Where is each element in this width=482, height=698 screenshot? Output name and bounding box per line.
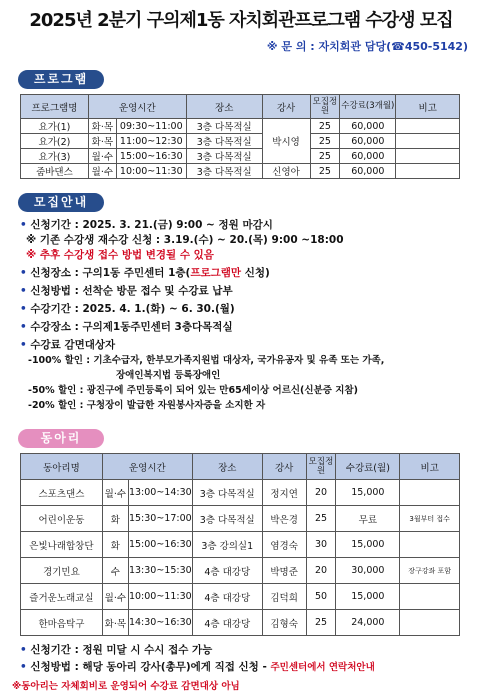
table-row bbox=[21, 149, 460, 164]
program-days: 월·수 bbox=[88, 149, 116, 164]
header-name: 프로그램명 bbox=[21, 95, 89, 119]
program-fee: 60,000 bbox=[340, 149, 396, 164]
bullet-icon: • bbox=[20, 321, 31, 333]
program-table-header bbox=[21, 95, 460, 119]
header-club-capacity: 모집정원 bbox=[306, 454, 336, 480]
program-days: 화·목 bbox=[88, 134, 116, 149]
table-row bbox=[21, 119, 460, 134]
program-time: 09:30~11:00 bbox=[116, 119, 186, 134]
program-name: 요가(2) bbox=[21, 134, 89, 149]
guide-text bbox=[20, 218, 470, 413]
bullet-icon: • bbox=[20, 339, 31, 351]
guide-place-suffix: 신청) bbox=[241, 267, 270, 279]
club-fee: 30,000 bbox=[336, 558, 400, 584]
bullet-icon: • bbox=[20, 303, 31, 315]
club-time: 10:00~11:30 bbox=[128, 584, 192, 610]
club-time: 13:30~15:30 bbox=[128, 558, 192, 584]
club-name: 경기민요 bbox=[21, 558, 103, 584]
club-teacher: 염경숙 bbox=[262, 532, 306, 558]
header-teacher: 강사 bbox=[262, 95, 310, 119]
header-club-place: 장소 bbox=[192, 454, 262, 480]
section-label-guide: 모집안내 bbox=[18, 193, 104, 212]
header-place: 장소 bbox=[186, 95, 262, 119]
program-capacity: 25 bbox=[310, 119, 340, 134]
club-footer-note: ※동아리는 자체회비로 운영되어 수강료 감면대상 아님 bbox=[12, 681, 240, 692]
club-place: 4층 대강당 bbox=[192, 558, 262, 584]
guide-notice: ※ 추후 수강생 접수 방법 변경될 수 있음 bbox=[26, 249, 214, 261]
club-name: 한마음탁구 bbox=[21, 610, 103, 636]
club-teacher: 김형숙 bbox=[262, 610, 306, 636]
program-place: 3층 다목적실 bbox=[186, 119, 262, 134]
club-period: 신청기간 : 정원 미달 시 수시 접수 가능 bbox=[30, 644, 213, 656]
bullet-icon: • bbox=[20, 267, 31, 279]
program-place: 3층 다목적실 bbox=[186, 134, 262, 149]
guide-period: 신청기간 : 2025. 3. 21.(금) 9:00 ~ 정원 마감시 bbox=[30, 219, 273, 231]
header-club-name: 동아리명 bbox=[21, 454, 103, 480]
club-name: 즐거운노래교실 bbox=[21, 584, 103, 610]
club-place: 4층 대강당 bbox=[192, 584, 262, 610]
club-note bbox=[400, 610, 460, 636]
guide-discount-title: 수강료 감면대상자 bbox=[30, 339, 116, 351]
club-place: 3층 다목적실 bbox=[192, 480, 262, 506]
discount-20: -20% 할인 : 구청장이 발급한 자원봉사자증을 소지한 자 bbox=[28, 400, 266, 411]
club-time: 15:00~16:30 bbox=[128, 532, 192, 558]
club-days: 화 bbox=[102, 506, 128, 532]
program-note bbox=[396, 119, 460, 134]
club-capacity: 25 bbox=[306, 506, 336, 532]
club-method-line bbox=[20, 660, 480, 675]
section-label-club: 동아리 bbox=[18, 429, 104, 448]
guide-method: 신청방법 : 선착순 방문 접수 및 수강료 납부 bbox=[30, 285, 233, 297]
program-time: 15:00~16:30 bbox=[116, 149, 186, 164]
guide-period-line bbox=[20, 218, 470, 233]
guide-venue-line bbox=[20, 320, 470, 335]
bullet-icon: • bbox=[20, 285, 31, 297]
club-time: 15:30~17:00 bbox=[128, 506, 192, 532]
club-note bbox=[400, 532, 460, 558]
guide-place-highlight: 프로그램만 bbox=[190, 267, 242, 279]
guide-term-line bbox=[20, 302, 470, 317]
table-row bbox=[21, 532, 460, 558]
program-place: 3층 다목적실 bbox=[186, 149, 262, 164]
club-method-prefix: 신청방법 : 해당 동아리 강사(총무)에게 직접 신청 - bbox=[30, 661, 271, 673]
header-note: 비고 bbox=[396, 95, 460, 119]
header-time: 운영시간 bbox=[88, 95, 186, 119]
guide-term: 수강기간 : 2025. 4. 1.(화) ~ 6. 30.(월) bbox=[30, 303, 235, 315]
club-place: 4층 대강당 bbox=[192, 610, 262, 636]
bullet-icon: • bbox=[20, 219, 31, 231]
club-teacher: 박은경 bbox=[262, 506, 306, 532]
guide-place-prefix: 신청장소 : 구의1동 주민센터 1층( bbox=[30, 267, 191, 279]
program-name: 줌바댄스 bbox=[21, 164, 89, 179]
club-teacher: 박명준 bbox=[262, 558, 306, 584]
header-capacity: 모집정원 bbox=[310, 95, 340, 119]
club-name: 어린이운동 bbox=[21, 506, 103, 532]
program-note bbox=[396, 149, 460, 164]
club-fee: 24,000 bbox=[336, 610, 400, 636]
header-club-time: 운영시간 bbox=[102, 454, 192, 480]
program-place: 3층 다목적실 bbox=[186, 164, 262, 179]
club-place: 3층 강의실1 bbox=[192, 532, 262, 558]
club-fee: 15,000 bbox=[336, 480, 400, 506]
club-time: 14:30~16:30 bbox=[128, 610, 192, 636]
guide-venue: 수강장소 : 구의제1동주민센터 3층다목적실 bbox=[30, 321, 233, 333]
club-place: 3층 다목적실 bbox=[192, 506, 262, 532]
table-row bbox=[21, 480, 460, 506]
club-period-line bbox=[20, 643, 480, 658]
table-row bbox=[21, 134, 460, 149]
guide-renewal: ※ 기존 수강생 재수강 신청 : 3.19.(수) ~ 20.(목) 9:00 ~18:00 bbox=[26, 234, 344, 246]
club-note bbox=[400, 480, 460, 506]
program-capacity: 25 bbox=[310, 164, 340, 179]
club-table-header bbox=[21, 454, 460, 480]
guide-place-line bbox=[20, 266, 470, 281]
header-club-note: 비고 bbox=[400, 454, 460, 480]
club-days: 월·수 bbox=[102, 584, 128, 610]
guide-method-line bbox=[20, 284, 470, 299]
club-time: 13:00~14:30 bbox=[128, 480, 192, 506]
club-days: 화 bbox=[102, 532, 128, 558]
club-teacher: 김덕희 bbox=[262, 584, 306, 610]
club-days: 수 bbox=[102, 558, 128, 584]
discount-50: -50% 할인 : 광진구에 주민등록이 되어 있는 만65세이상 어르신(신분증 지참) bbox=[28, 385, 358, 396]
discount-100b: 장애인복지법 등록장애인 bbox=[116, 370, 221, 381]
program-time: 10:00~11:30 bbox=[116, 164, 186, 179]
header-club-fee: 수강료(월) bbox=[336, 454, 400, 480]
table-row bbox=[21, 506, 460, 532]
program-note bbox=[396, 164, 460, 179]
program-fee: 60,000 bbox=[340, 134, 396, 149]
club-table bbox=[20, 453, 460, 636]
club-note: 장구강좌 포함 bbox=[400, 558, 460, 584]
program-name: 요가(3) bbox=[21, 149, 89, 164]
program-capacity: 25 bbox=[310, 149, 340, 164]
header-fee: 수강료(3개월) bbox=[340, 95, 396, 119]
discount-100a: -100% 할인 : 기초수급자, 한부모가족지원법 대상자, 국가유공자 및 유족 또는 가족, bbox=[28, 355, 385, 366]
program-note bbox=[396, 134, 460, 149]
club-teacher: 정지연 bbox=[262, 480, 306, 506]
club-fee: 15,000 bbox=[336, 584, 400, 610]
club-fee: 무료 bbox=[336, 506, 400, 532]
program-days: 화·목 bbox=[88, 119, 116, 134]
table-row bbox=[21, 584, 460, 610]
club-fee: 15,000 bbox=[336, 532, 400, 558]
club-name: 스포츠댄스 bbox=[21, 480, 103, 506]
contact-info: ※ 문 의 : 자치회관 담당(☎450-5142) bbox=[266, 40, 468, 53]
program-teacher: 신영아 bbox=[262, 164, 310, 179]
program-time: 11:00~12:30 bbox=[116, 134, 186, 149]
club-capacity: 25 bbox=[306, 610, 336, 636]
program-teacher: 박시영 bbox=[262, 119, 310, 164]
club-days: 월·수 bbox=[102, 480, 128, 506]
club-note bbox=[400, 584, 460, 610]
bullet-icon: • bbox=[20, 644, 31, 656]
guide-discount-line bbox=[20, 338, 470, 353]
club-note: 3월부터 접수 bbox=[400, 506, 460, 532]
club-guide-text bbox=[20, 643, 480, 675]
page-title: 2025년 2분기 구의제1동 자치회관프로그램 수강생 모집 bbox=[29, 10, 453, 31]
club-method-red: 주민센터에서 연락처안내 bbox=[270, 662, 375, 673]
club-capacity: 30 bbox=[306, 532, 336, 558]
table-row bbox=[21, 164, 460, 179]
header-club-teacher: 강사 bbox=[262, 454, 306, 480]
program-fee: 60,000 bbox=[340, 119, 396, 134]
bullet-icon: • bbox=[20, 661, 31, 673]
club-capacity: 20 bbox=[306, 558, 336, 584]
program-name: 요가(1) bbox=[21, 119, 89, 134]
section-label-program: 프로그램 bbox=[18, 70, 104, 89]
program-table bbox=[20, 94, 460, 179]
club-capacity: 50 bbox=[306, 584, 336, 610]
table-row bbox=[21, 610, 460, 636]
table-row bbox=[21, 558, 460, 584]
club-capacity: 20 bbox=[306, 480, 336, 506]
program-fee: 60,000 bbox=[340, 164, 396, 179]
program-capacity: 25 bbox=[310, 134, 340, 149]
club-days: 화·목 bbox=[102, 610, 128, 636]
club-name: 은빛나래합창단 bbox=[21, 532, 103, 558]
program-days: 월·수 bbox=[88, 164, 116, 179]
